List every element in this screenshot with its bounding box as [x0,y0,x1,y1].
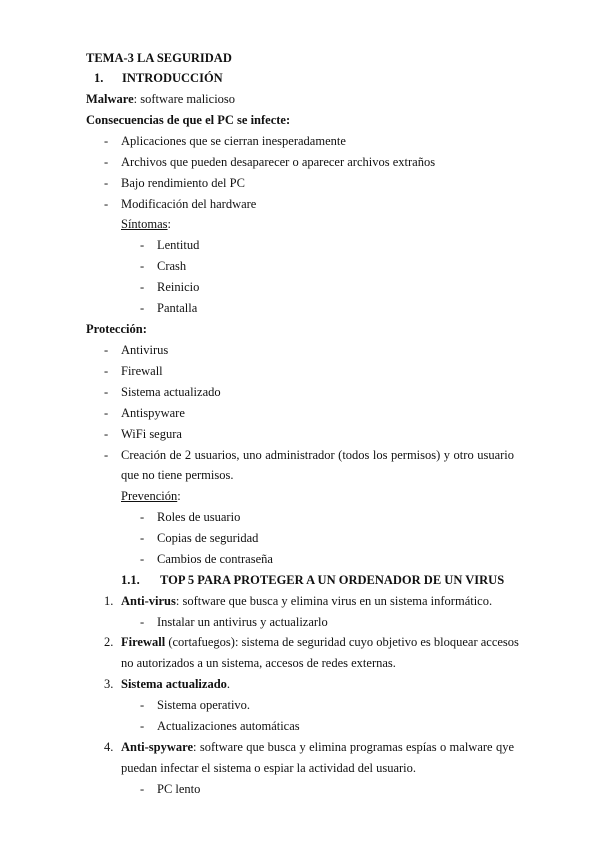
bullet-dash: - [140,531,145,545]
list-item: Modificación del hardware [121,197,257,211]
list-item: Cambios de contraseña [157,552,273,566]
section-title: INTRODUCCIÓN [122,71,223,85]
bullet-dash: - [140,719,145,733]
numbered-item-number: 1. [104,594,114,608]
numbered-item-text: . [226,677,231,691]
bullet-dash: - [104,134,109,148]
numbered-item [121,739,514,755]
numbered-item-number: 2. [104,635,114,649]
subsection-title: TOP 5 PARA PROTEGER A UN ORDENADOR DE UN VIRUS [160,573,505,587]
prevencion-label-text: Prevención [121,489,178,503]
bullet-dash: - [104,343,109,357]
numbered-item [121,593,492,609]
list-item-continuation: que no tiene permisos. [121,468,234,482]
bullet-dash: - [104,406,109,420]
bullet-dash: - [104,155,109,169]
numbered-item-term: Anti-spyware [121,740,193,754]
list-item: Firewall [121,364,163,378]
list-item: Antivirus [121,343,169,357]
list-item: Copias de seguridad [157,531,259,545]
bullet-dash: - [104,427,109,441]
list-item: Aplicaciones que se cierran inesperadamente [121,134,346,148]
bullet-dash: - [140,552,145,566]
list-item: Bajo rendimiento del PC [121,176,245,190]
bullet-dash: - [140,259,145,273]
prevencion-label [121,488,181,504]
bullet-dash: - [140,782,145,796]
list-item: Creación de 2 usuarios, uno administrador (todos los permisos) y otro usuario [121,448,514,462]
numbered-item-term: Anti-virus [121,594,176,608]
list-item: Pantalla [157,301,198,315]
proteccion-heading: Protección: [86,322,147,336]
numbered-item-continuation: puedan infectar el sistema o espiar la actividad del usuario. [121,761,417,775]
bullet-dash: - [140,615,145,629]
bullet-dash: - [140,238,145,252]
bullet-dash: - [140,280,145,294]
numbered-item-text: : software que busca y elimina programas espías o malware qye [193,740,514,754]
bullet-dash: - [140,510,145,524]
numbered-item-term: Firewall [121,635,166,649]
numbered-item-text: (cortafuegos): sistema de seguridad cuyo objetivo es bloquear accesos [165,635,519,649]
subsection-number: 1.1. [121,573,140,587]
bullet-dash: - [104,197,109,211]
numbered-item-continuation: no autorizados a un sistema, accesos de redes externas. [121,656,396,670]
list-item: WiFi segura [121,427,182,441]
numbered-item [121,676,230,692]
prevencion-colon: : [177,489,181,503]
malware-def: : software malicioso [133,92,236,106]
list-item: Actualizaciones automáticas [157,719,300,733]
bullet-dash: - [104,364,109,378]
numbered-item [121,634,519,650]
list-item: Reinicio [157,280,200,294]
malware-term: Malware [86,92,134,106]
bullet-dash: - [104,385,109,399]
numbered-item-number: 4. [104,740,114,754]
bullet-dash: - [104,448,109,462]
consecuencias-heading: Consecuencias de que el PC se infecte: [86,113,291,127]
malware-definition [86,91,235,107]
numbered-item-text: : software que busca y elimina virus en un sistema informático. [175,594,493,608]
list-item: Instalar un antivirus y actualizarlo [157,615,328,629]
list-item: Lentitud [157,238,200,252]
list-item: Antispyware [121,406,185,420]
list-item: Sistema operativo. [157,698,251,712]
list-item: Sistema actualizado [121,385,221,399]
list-item: Archivos que pueden desaparecer o aparecer archivos extraños [121,155,436,169]
section-number: 1. [94,71,104,85]
bullet-dash: - [140,301,145,315]
document-title: TEMA-3 LA SEGURIDAD [86,51,232,65]
list-item: Roles de usuario [157,510,241,524]
numbered-item-number: 3. [104,677,114,691]
sintomas-colon: : [167,217,172,231]
bullet-dash: - [140,698,145,712]
bullet-dash: - [104,176,109,190]
numbered-item-term: Sistema actualizado [121,677,227,691]
list-item: PC lento [157,782,201,796]
sintomas-label [121,216,171,232]
sintomas-label-text: Síntomas [121,217,168,231]
list-item: Crash [157,259,187,273]
